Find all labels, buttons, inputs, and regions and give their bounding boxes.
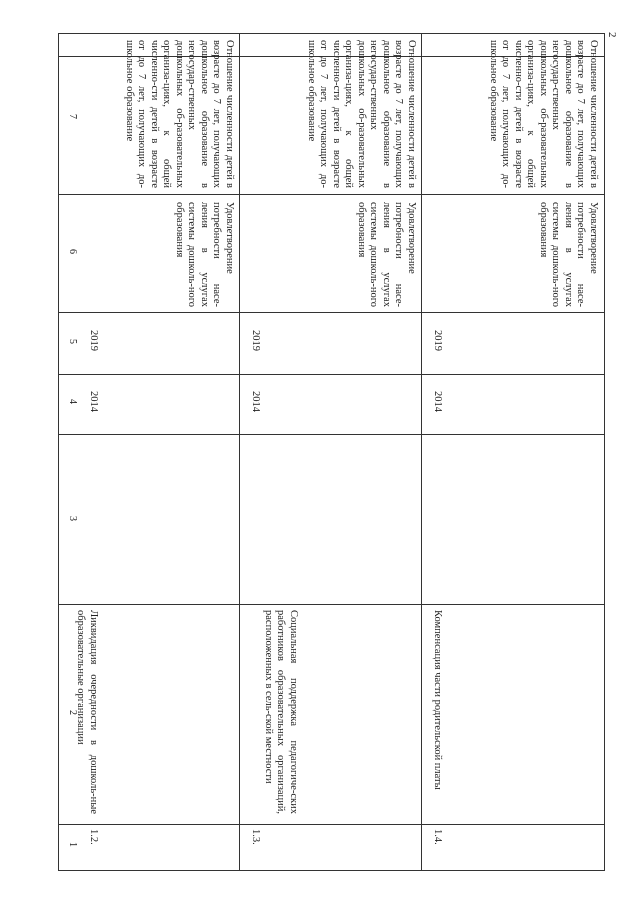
row-1-2-name: Ликвидация очередности в дошколь-ные образовательные организации: [75, 610, 99, 814]
row-1-2-indicator: Отношение численности детей в возрасте до 7 лет, получающих дошкольное образование в негосудар-ственных дошкольных об-разовательных организа-циях, к общей численно-сти детей в возрасте от до 7 лет, получающих до-школьное образование: [124, 40, 235, 188]
row-1-3-name: Социальная поддержка педагогиче-ских работников образовательных организаций, расположенных в сель-ской местности: [263, 610, 299, 814]
program-table: [58, 33, 605, 871]
header-col-2: 2: [67, 710, 78, 715]
row-1-3-result: Удовлетворение потребности насе-ления в услугах системы дошколь-ного образования: [356, 202, 417, 307]
row-1-3-num: 1.3.: [250, 829, 261, 845]
header-col-1: 1: [67, 842, 78, 847]
row-divider-1: [239, 34, 240, 870]
row-1-2-result: Удовлетворение потребности насе-ления в услугах системы дошколь-ного образования: [174, 202, 235, 307]
col-divider-3-4: [59, 434, 604, 435]
header-col-7: 7: [67, 114, 78, 119]
row-1-3-start: 2014: [250, 391, 261, 412]
row-1-4-num: 1.4.: [432, 829, 443, 845]
header-col-4: 4: [67, 399, 78, 404]
col-divider-6-7: [59, 194, 604, 195]
row-1-4-indicator: Отношение численности детей в возрасте до 7 лет, получающих дошкольное образование в негосудар-ственных дошкольных об-разовательных организа-циях, к общей численно-сти детей в возрасте от до 7 лет, получающих до-школьное образование: [488, 40, 599, 188]
col-divider-4-5: [59, 374, 604, 375]
header-col-5: 5: [67, 339, 78, 344]
row-1-4-end: 2019: [432, 330, 443, 351]
row-1-4-start: 2014: [432, 391, 443, 412]
header-col-6: 6: [67, 249, 78, 254]
col-divider-1-2: [59, 824, 604, 825]
row-1-4-name: Компенсация части родительской платы: [432, 610, 443, 790]
row-1-4-result: Удовлетворение потребности насе-ления в услугах системы дошколь-ного образования: [538, 202, 599, 307]
row-1-2-end: 2019: [88, 330, 99, 351]
header-col-3: 3: [67, 516, 78, 521]
row-divider-2: [421, 34, 422, 870]
col-divider-5-6: [59, 312, 604, 313]
row-1-3-indicator: Отношение численности детей в возрасте до 7 лет, получающих дошкольное образование в негосудар-ственных дошкольных об-разовательных организа-циях, к общей численно-сти детей в возрасте от до 7 лет, получающих до-школьное образование: [306, 40, 417, 188]
row-1-2-start: 2014: [88, 391, 99, 412]
row-1-3-end: 2019: [250, 330, 261, 351]
page-number: 2: [606, 32, 618, 38]
row-1-2-num: 1.2.: [88, 829, 99, 845]
col-divider-2-3: [59, 604, 604, 605]
